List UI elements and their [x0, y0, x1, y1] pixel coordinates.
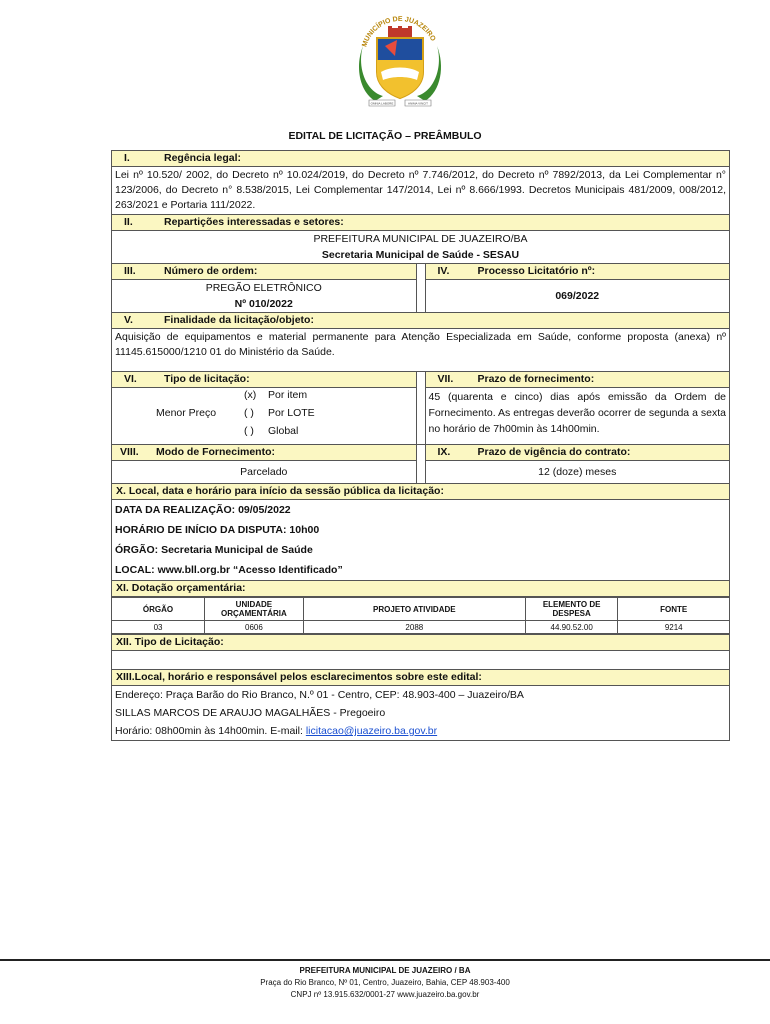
- endereco-line: Endereço: Praça Barão do Rio Branco, N.º 01 - Centro, CEP: 48.903-400 – Juazeiro/BA: [115, 689, 524, 701]
- footer-divider: [0, 959, 770, 961]
- reparticao-line1: PREFEITURA MUNICIPAL DE JUAZEIRO/BA: [313, 233, 528, 245]
- dotacao-table: [112, 597, 729, 634]
- table-row: [112, 621, 729, 634]
- processo-value: 069/2022: [555, 290, 600, 302]
- section-header-tipo: VI. Tipo de licitação:: [112, 372, 416, 388]
- section-header-prazo: VII. Prazo de fornecimento:: [426, 372, 730, 388]
- vigencia-value: 12 (doze) meses: [538, 466, 617, 478]
- section-header-modo: VIII. Modo de Fornecimento:: [112, 445, 416, 461]
- cell-projeto: 2088: [303, 621, 525, 634]
- section-header-processo: IV. Processo Licitatório nº:: [426, 264, 730, 280]
- section-header-vigencia: IX. Prazo de vigência do contrato:: [426, 445, 730, 461]
- finalidade-text: Aquisição de equipamentos e material permanente para Atenção Especializada em Saúde, conforme proposta (anexa) nº 11145.615000/1210 01 do Ministério da Saúde.: [115, 331, 726, 358]
- horario-inicio: HORÁRIO DE INÍCIO DA DISPUTA: 10h00: [115, 524, 320, 536]
- local-line: LOCAL: www.bll.org.br “Acesso Identificado”: [115, 564, 343, 576]
- footer-line1: PREFEITURA MUNICIPAL DE JUAZEIRO / BA: [299, 966, 471, 975]
- section-header-regencia: I. Regência legal:: [112, 151, 729, 167]
- option-checkbox[interactable]: ( ): [244, 425, 254, 437]
- table-header-row: [112, 598, 729, 621]
- municipal-crest-logo: [355, 16, 445, 116]
- section-header-esclarecimentos: XIII.Local, horário e responsável pelos esclarecimentos sobre este edital:: [112, 669, 729, 686]
- section-header-finalidade: V. Finalidade da licitação/objeto:: [112, 312, 729, 329]
- document-title: EDITAL DE LICITAÇÃO – PREÂMBULO: [288, 130, 482, 142]
- crest-ribbon-left: OMNIA LABORE: [370, 101, 394, 106]
- page-footer: [0, 965, 770, 1001]
- pregoeiro-line: SILLAS MARCOS DE ARAUJO MAGALHÃES - Pregoeiro: [115, 707, 386, 719]
- footer-line3: CNPJ nº 13.915.632/0001-27 www.juazeiro.ba.gov.br: [290, 990, 480, 999]
- option-por-item[interactable]: (x) Por item: [244, 389, 308, 401]
- col-prazo-fornecimento: [425, 372, 730, 444]
- section-header-tipo-licitacao: XII. Tipo de Licitação:: [112, 634, 729, 651]
- col-header-elemento: ELEMENTO DE DESPESA: [525, 598, 618, 621]
- option-global[interactable]: ( ) Global: [244, 425, 299, 437]
- regencia-text: Lei nº 10.520/ 2002, do Decreto nº 10.024/2019, do Decreto nº 7.746/2012, do Decreto nº 7892/2013, da Lei Complementar n° 123/2006, do Decreto n° 8.538/2015, Lei Complementar 147/2014, Lei nº 8.666/1993. Decretos Municipais 481/2009, 008/2012, 263/2021 e Portaria 111/2022.: [115, 169, 726, 211]
- section-label: Regência legal:: [164, 152, 242, 164]
- row-modo-vigencia: [112, 444, 729, 483]
- data-realizacao: DATA DA REALIZAÇÃO: 09/05/2022: [115, 504, 291, 516]
- col-modo-fornecimento: [112, 445, 417, 483]
- col-numero-ordem: [112, 264, 417, 312]
- section-header-reparticoes: II. Repartições interessadas e setores:: [112, 214, 729, 231]
- col-header-fonte: FONTE: [618, 598, 729, 621]
- option-checkbox[interactable]: (x): [244, 389, 257, 401]
- cell-elemento: 44.90.52.00: [525, 621, 618, 634]
- row-tipo-prazo: [112, 371, 729, 444]
- option-por-lote[interactable]: ( ) Por LOTE: [244, 407, 315, 419]
- reparticao-line2: Secretaria Municipal de Saúde - SESAU: [321, 249, 520, 261]
- crest-top-text: MUNICÍPIO DE JUAZEIRO: [361, 16, 437, 48]
- section-header-local-data: X. Local, data e horário para início da sessão pública da licitação:: [112, 483, 729, 500]
- tipo-licitacao-blank: [112, 651, 729, 669]
- cell-unidade: 0606: [205, 621, 304, 634]
- email-link[interactable]: licitacao@juazeiro.ba.gov.br: [305, 725, 438, 737]
- edital-preamble-form: [111, 150, 730, 741]
- modo-value: Parcelado: [240, 466, 288, 478]
- section-header-dotacao: XI. Dotação orçamentária:: [112, 580, 729, 597]
- ordem-line2: Nº 010/2022: [234, 298, 293, 310]
- col-processo: [425, 264, 730, 312]
- prazo-text: 45 (quarenta e cinco) dias após emissão da Ordem de Fornecimento. As entregas deverão ocorrer de segunda a sexta no horário de 7h00min às 14h00min.: [428, 391, 726, 435]
- section-header-numero-ordem: III. Número de ordem:: [112, 264, 416, 280]
- section-label: Repartições interessadas e setores:: [164, 216, 344, 228]
- footer-line2: Praça do Rio Branco, Nº 01, Centro, Juazeiro, Bahia, CEP 48.903-400: [260, 978, 510, 987]
- col-header-unidade: UNIDADE ORÇAMENTÁRIA: [205, 598, 304, 621]
- col-header-projeto: PROJETO ATIVIDADE: [303, 598, 525, 621]
- col-header-orgao: ÓRGÃO: [112, 598, 205, 621]
- ordem-line1: PREGÃO ELETRÔNICO: [205, 282, 322, 294]
- col-vigencia: [425, 445, 730, 483]
- cell-fonte: 9214: [618, 621, 729, 634]
- option-checkbox[interactable]: ( ): [244, 407, 254, 419]
- row-ordem-processo: [112, 263, 729, 312]
- crest-ribbon-right: ANIMA VINCIT: [407, 101, 429, 106]
- cell-orgao: 03: [112, 621, 205, 634]
- tipo-main-label: Menor Preço: [156, 407, 217, 419]
- col-tipo-licitacao: [112, 372, 417, 444]
- tipo-options: [112, 388, 416, 444]
- horario-email-line: Horário: 08h00min às 14h00min. E-mail: licitacao@juazeiro.ba.gov.br: [115, 725, 438, 737]
- orgao-line: ÓRGÃO: Secretaria Municipal de Saúde: [115, 544, 313, 556]
